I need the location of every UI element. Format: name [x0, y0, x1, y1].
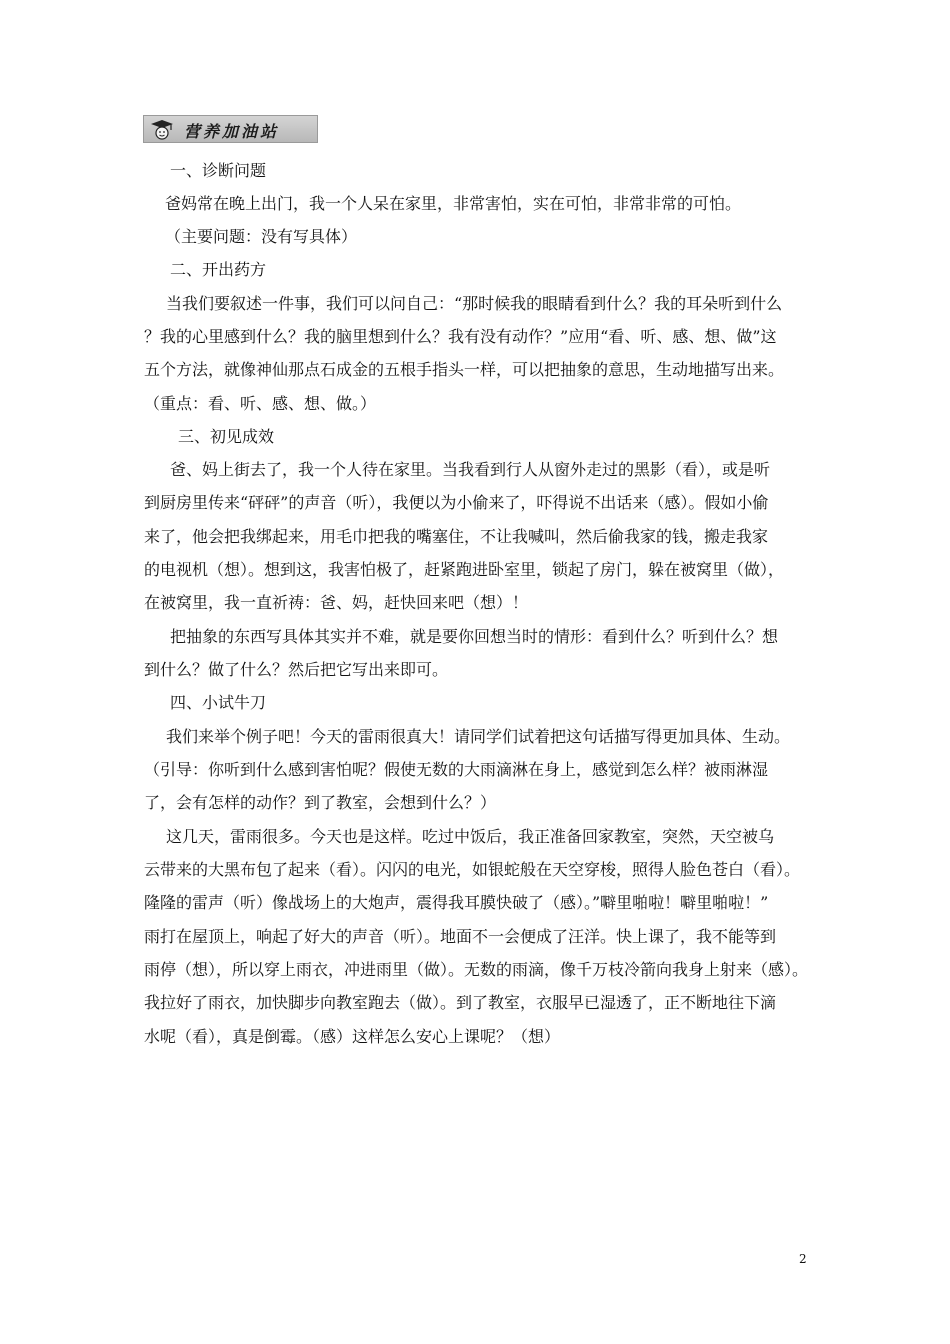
heading-diagnose: 一、诊断问题: [170, 161, 267, 180]
page-number: 2: [799, 1252, 807, 1266]
paragraph-line: 五个方法，就像神仙那点石成金的五根手指头一样，可以把抽象的意思，生动地描写出来。: [144, 360, 785, 379]
heading-practice: 四、小试牛刀: [170, 693, 267, 712]
banner-title: 营养加油站: [184, 122, 280, 141]
paragraph-line: 云带来的大黑布包了起来（看）。闪闪的电光，如银蛇般在天空穿梭，照得人脸色苍白（看）。: [144, 860, 801, 879]
paragraph-line: 水呢（看），真是倒霉。（感）这样怎么安心上课呢？（想）: [144, 1027, 561, 1046]
paragraph-line: （引导：你听到什么感到害怕呢？假使无数的大雨滴淋在身上，感觉到怎么样？被雨淋湿: [144, 760, 769, 779]
paragraph-line: 我拉好了雨衣，加快脚步向教室跑去（做）。到了教室，衣服早已湿透了，正不断地往下滴: [144, 993, 777, 1012]
paragraph-line: ？我的心里感到什么？我的脑里想到什么？我有没有动作？”应用“看、听、感、想、做”这: [144, 327, 777, 346]
section-banner: [143, 115, 318, 143]
paragraph-line: 把抽象的东西写具体其实并不难，就是要你回想当时的情形：看到什么？听到什么？想: [170, 627, 779, 646]
paragraph-line: （重点：看、听、感、想、做。）: [144, 394, 377, 413]
paragraph-line: （主要问题：没有写具体）: [165, 227, 358, 246]
heading-prescription: 二、开出药方: [170, 260, 267, 279]
heading-results: 三、初见成效: [178, 427, 275, 446]
paragraph-line: 的电视机（想）。想到这，我害怕极了，赶紧跑进卧室里，锁起了房门，躲在被窝里（做），: [144, 560, 785, 579]
paragraph-line: 来了，他会把我绑起来，用毛巾把我的嘴塞住，不让我喊叫，然后偷我家的钱，搬走我家: [144, 527, 769, 546]
paragraph-line: 爸、妈上街去了，我一个人待在家里。当我看到行人从窗外走过的黑影（看），或是听: [170, 460, 771, 479]
paragraph-line: 这几天，雷雨很多。今天也是这样。吃过中饭后，我正准备回家教室，突然，天空被乌: [166, 827, 775, 846]
paragraph-line: 我们来举个例子吧！今天的雷雨很真大！请同学们试着把这句话描写得更加具体、生动。: [166, 727, 791, 746]
paragraph-line: 在被窝里，我一直祈祷：爸、妈，赶快回来吧（想）！: [144, 593, 529, 612]
paragraph-line: 当我们要叙述一件事，我们可以问自己：“那时候我的眼睛看到什么？我的耳朵听到什么: [166, 294, 783, 313]
paragraph-line: 到什么？做了什么？然后把它写出来即可。: [144, 660, 449, 679]
paragraph-line: 爸妈常在晚上出门，我一个人呆在家里，非常害怕，实在可怕，非常非常的可怕。: [165, 194, 742, 213]
paragraph-line: 雨停（想），所以穿上雨衣，冲进雨里（做）。无数的雨滴，像千万枝冷箭向我身上射来（感）。: [144, 960, 809, 979]
student-cap-icon: [149, 118, 175, 142]
paragraph-line: 雨打在屋顶上，响起了好大的声音（听）。地面不一会便成了汪洋。快上课了，我不能等到: [144, 927, 777, 946]
paragraph-line: 到厨房里传来“砰砰”的声音（听），我便以为小偷来了，吓得说不出话来（感）。假如小偷: [144, 493, 769, 512]
paragraph-line: 了，会有怎样的动作？到了教室，会想到什么？）: [144, 793, 497, 812]
paragraph-line: 隆隆的雷声（听）像战场上的大炮声，震得我耳膜快破了（感）。”噼里啪啦！噼里啪啦！”: [144, 893, 769, 912]
